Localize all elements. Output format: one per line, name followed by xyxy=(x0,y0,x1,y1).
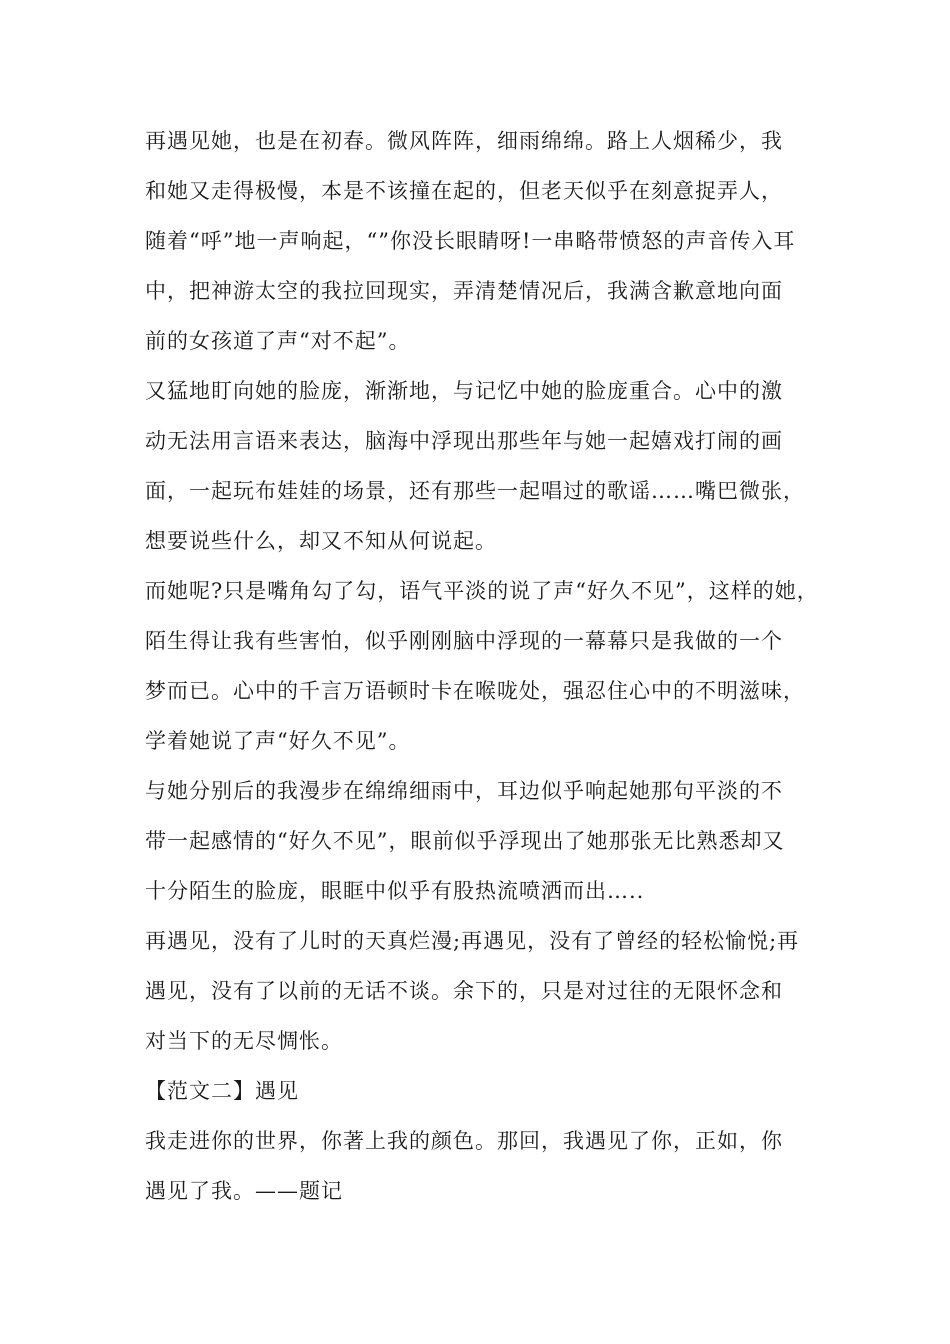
section-heading xyxy=(145,1066,825,1116)
paragraph-2 xyxy=(145,366,825,566)
text-line: 十分陌生的脸庞，眼眶中似乎有股热流喷洒而出….. xyxy=(145,879,645,903)
paragraph-3 xyxy=(145,566,825,766)
text-line: 学着她说了声“好久不见”。 xyxy=(145,729,411,753)
text-line: 对当下的无尽惆怅。 xyxy=(145,1029,343,1053)
text-line: 梦而已。心中的千言万语顿时卡在喉咙处，强忍住心中的不明滋味， xyxy=(145,679,805,703)
text-line: 带一起感情的“好久不见”，眼前似乎浮现出了她那张无比熟悉却又 xyxy=(145,829,785,853)
text-line: 而她呢?只是嘴角勾了勾，语气平淡的说了声“好久不见”，这样的她， xyxy=(145,579,819,603)
text-line: 动无法用言语来表达，脑海中浮现出那些年与她一起嬉戏打闹的画 xyxy=(145,429,783,453)
text-line: 随着“呼”地一声响起，“”你没长眼睛呀!一串略带愤怒的声音传入耳 xyxy=(145,229,796,253)
heading-line: 【范文二】遇见 xyxy=(145,1079,299,1103)
document-body xyxy=(145,116,825,1216)
text-line: 再遇见，没有了儿时的天真烂漫;再遇见，没有了曾经的轻松愉悦;再 xyxy=(145,929,800,953)
paragraph-5 xyxy=(145,916,825,1066)
paragraph-epigraph xyxy=(145,1116,825,1216)
text-line: 再遇见她，也是在初春。微风阵阵，细雨绵绵。路上人烟稀少，我 xyxy=(145,129,783,153)
text-line: 前的女孩道了声“对不起”。 xyxy=(145,329,411,353)
text-line: 遇见，没有了以前的无话不谈。余下的，只是对过往的无限怀念和 xyxy=(145,979,783,1003)
text-line: 中，把神游太空的我拉回现实，弄清楚情况后，我满含歉意地向面 xyxy=(145,279,783,303)
text-line: 想要说些什么，却又不知从何说起。 xyxy=(145,529,497,553)
text-line: 面，一起玩布娃娃的场景，还有那些一起唱过的歌谣……嘴巴微张， xyxy=(145,479,805,503)
text-line: 遇见了我。——题记 xyxy=(145,1179,343,1203)
text-line: 和她又走得极慢，本是不该撞在起的，但老天似乎在刻意捉弄人， xyxy=(145,179,783,203)
text-line: 与她分别后的我漫步在绵绵细雨中，耳边似乎响起她那句平淡的不 xyxy=(145,779,783,803)
paragraph-4 xyxy=(145,766,825,916)
text-line: 又猛地盯向她的脸庞，渐渐地，与记忆中她的脸庞重合。心中的激 xyxy=(145,379,783,403)
text-line: 我走进你的世界，你著上我的颜色。那回，我遇见了你，正如，你 xyxy=(145,1129,783,1153)
text-line: 陌生得让我有些害怕，似乎刚刚脑中浮现的一幕幕只是我做的一个 xyxy=(145,629,783,653)
paragraph-1 xyxy=(145,116,825,366)
